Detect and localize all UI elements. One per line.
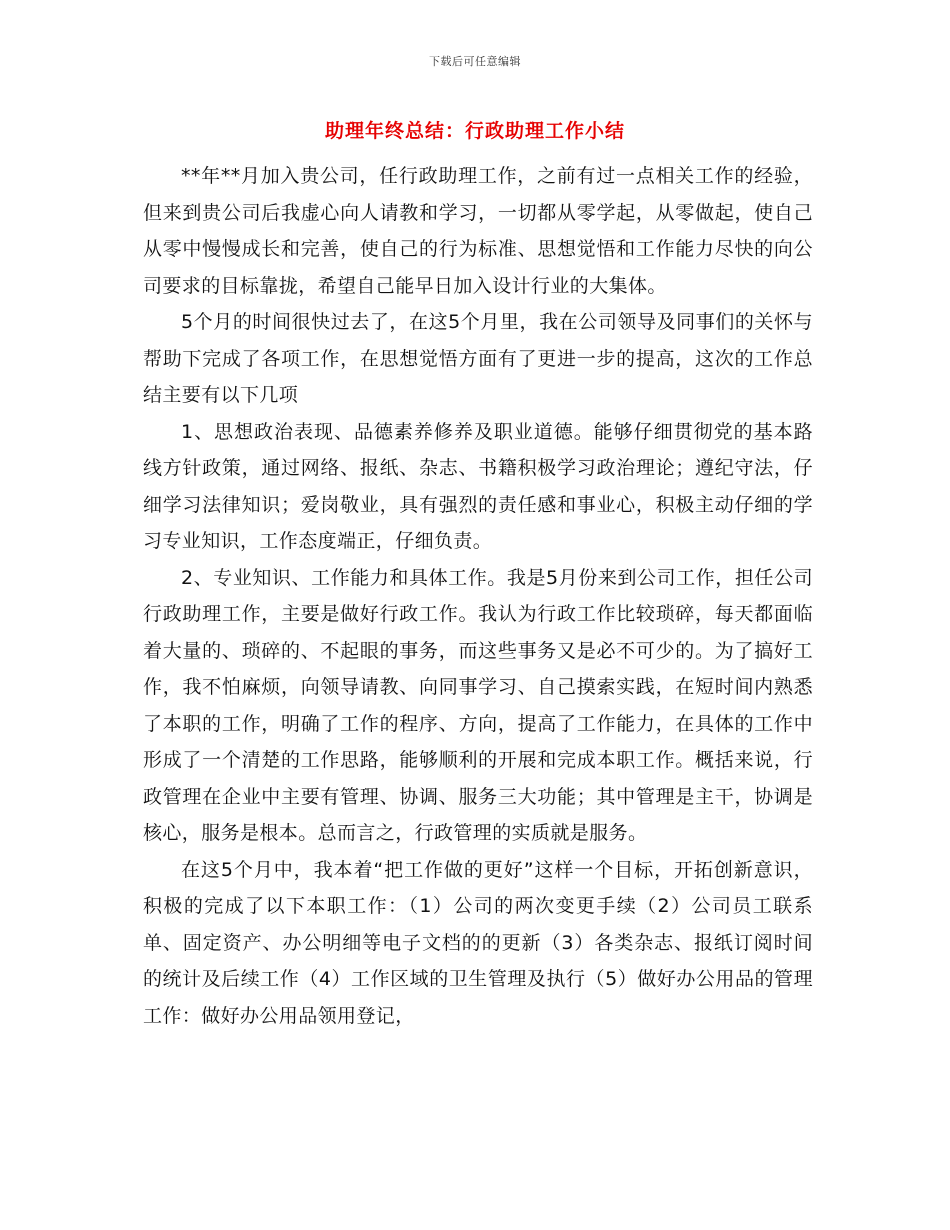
paragraph-overview: 5个月的时间很快过去了，在这5个月里，我在公司领导及同事们的关怀与帮助下完成了各项工作，在思想觉悟方面有了更进一步的提高，这次的工作总结主要有以下几项 xyxy=(143,311,813,406)
header-note: 下载后可任意编辑 xyxy=(429,55,521,68)
paragraph-item-2: 2、专业知识、工作能力和具体工作。我是5月份来到公司工作，担任公司行政助理工作，主要是做好行政工作。我认为行政工作比较琐碎，每天都面临着大量的、琐碎的、不起眼的事务，而这些事务又是必不可少的。为了搞好工作，我不怕麻烦，向领导请教、向同事学习、自己摸索实践，在短时间内熟悉了本职的工作，明确了工作的程序、方向，提高了工作能力，在具体的工作中形成了一个清楚的工作思路，能够顺利的开展和完成本职工作。概括来说，行政管理在企业中主要有管理、协调、服务三大功能；其中管理是主干，协调是核心，服务是根本。总而言之，行政管理的实质就是服务。 xyxy=(143,566,813,844)
paragraph-duties: 在这5个月中，我本着“把工作做的更好”这样一个目标，开拓创新意识，积极的完成了以下本职工作：（1）公司的两次变更手续（2）公司员工联系单、固定资产、办公明细等电子文档的的更新（3）各类杂志、报纸订阅时间的统计及后续工作（4）工作区域的卫生管理及执行（5）做好办公用品的管理工作：做好办公用品领用登记， xyxy=(143,858,813,1027)
paragraph-item-1: 1、思想政治表现、品德素养修养及职业道德。能够仔细贯彻党的基本路线方针政策，通过网络、报纸、杂志、书籍积极学习政治理论；遵纪守法，仔细学习法律知识；爱岗敬业，具有强烈的责任感和事业心，积极主动仔细的学习专业知识，工作态度端正，仔细负责。 xyxy=(143,420,813,552)
document-title: 助理年终总结：行政助理工作小结 xyxy=(324,120,625,142)
paragraph-intro: **年**月加入贵公司，任行政助理工作，之前有过一点相关工作的经验，但来到贵公司后我虚心向人请教和学习，一切都从零学起，从零做起，使自己从零中慢慢成长和完善，使自己的行为标准、思想觉悟和工作能力尽快的向公司要求的目标靠拢，希望自己能早日加入设计行业的大集体。 xyxy=(143,165,813,297)
document-body xyxy=(143,158,813,1034)
